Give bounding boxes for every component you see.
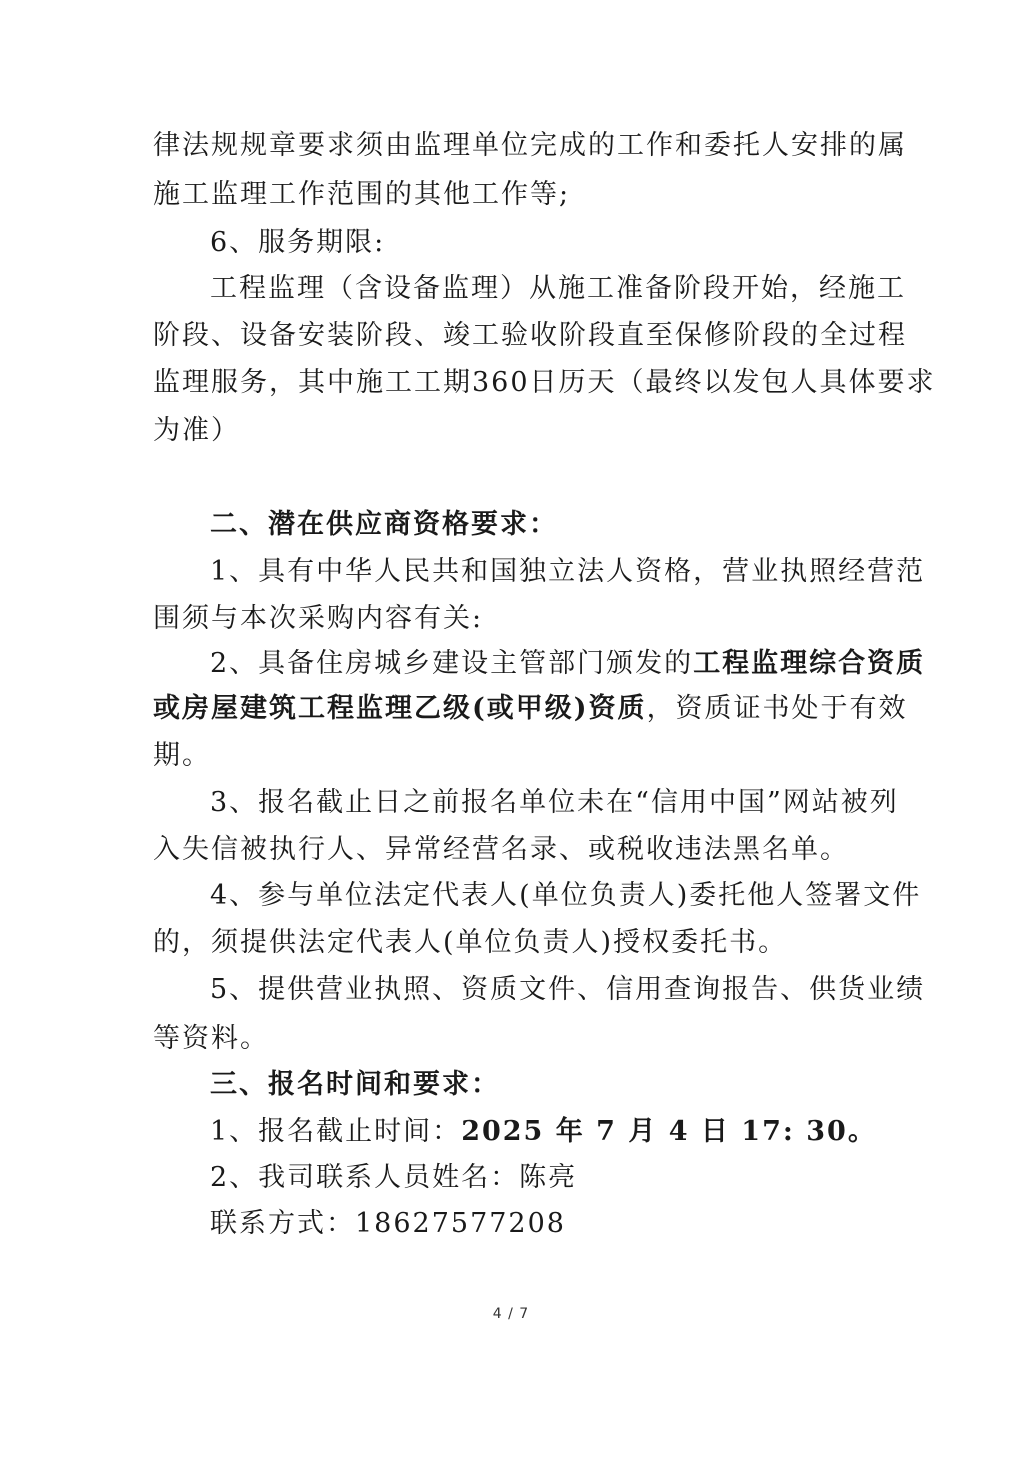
text-span: 1、报名截止时间： bbox=[210, 1116, 462, 1147]
paragraph-line bbox=[210, 650, 925, 677]
paragraph-line: 施工监理工作范围的其他工作等; bbox=[153, 179, 571, 210]
contact-name-line: 2、我司联系人员姓名：陈亮 bbox=[210, 1162, 578, 1193]
paragraph-line: 围须与本次采购内容有关: bbox=[153, 603, 484, 634]
paragraph-line: 5、提供营业执照、资质文件、信用查询报告、供货业绩 bbox=[210, 974, 926, 1005]
paragraph-line: 4、参与单位法定代表人(单位负责人)委托他人签署文件 bbox=[210, 880, 922, 911]
paragraph-line bbox=[210, 1118, 877, 1145]
item-heading-service-period: 6、服务期限: bbox=[210, 227, 386, 258]
bold-text-span: 或房屋建筑工程监理乙级(或甲级)资质 bbox=[153, 693, 647, 724]
text-span: 2、具备住房城乡建设主管部门颁发的 bbox=[210, 648, 694, 679]
contact-phone-line: 联系方式：18627577208 bbox=[210, 1208, 566, 1239]
bold-text-span: 工程监理综合资质 bbox=[693, 648, 926, 679]
paragraph-line: 1、具有中华人民共和国独立法人资格，营业执照经营范 bbox=[210, 556, 926, 587]
section-heading-registration: 三、报名时间和要求： bbox=[210, 1069, 500, 1100]
paragraph-line: 等资料。 bbox=[153, 1023, 269, 1054]
paragraph-line: 入失信被执行人、异常经营名录、或税收违法黑名单。 bbox=[153, 834, 849, 865]
paragraph-line: 工程监理（含设备监理）从施工准备阶段开始，经施工 bbox=[210, 273, 906, 304]
paragraph-line: 阶段、设备安装阶段、竣工验收阶段直至保修阶段的全过程 bbox=[153, 320, 907, 351]
paragraph-line: 律法规规章要求须由监理单位完成的工作和委托人安排的属 bbox=[153, 130, 907, 161]
paragraph-line: 期。 bbox=[153, 740, 211, 771]
paragraph-line: 3、报名截止日之前报名单位未在“信用中国”网站被列 bbox=[210, 787, 899, 818]
deadline-value: 2025 年 7 月 4 日 17: 30。 bbox=[461, 1116, 877, 1147]
paragraph-line: 监理服务，其中施工工期360日历天（最终以发包人具体要求 bbox=[153, 367, 936, 398]
section-heading-qualifications: 二、潜在供应商资格要求： bbox=[210, 509, 558, 540]
paragraph-line: 的，须提供法定代表人(单位负责人)授权委托书。 bbox=[153, 927, 788, 958]
page-number: 4 / 7 bbox=[492, 1306, 530, 1322]
paragraph-line bbox=[153, 695, 908, 722]
paragraph-line: 为准） bbox=[153, 415, 240, 446]
text-span: ，资质证书处于有效 bbox=[646, 693, 908, 724]
